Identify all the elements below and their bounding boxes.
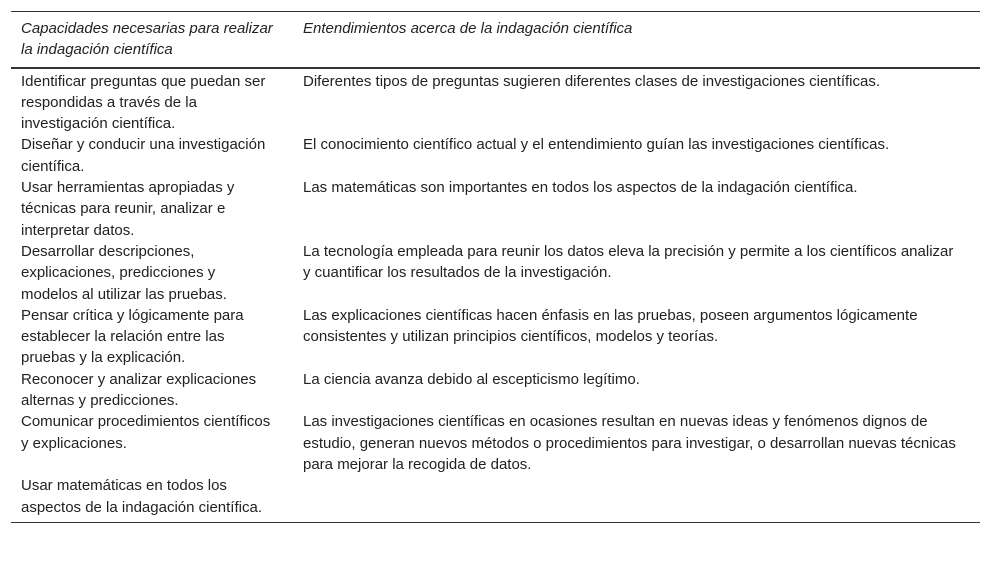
table-row (11, 305, 980, 369)
table-body (11, 68, 980, 523)
entendimiento-cell: Diferentes tipos de preguntas sugieren diferentes clases de investigaciones científicas. (303, 72, 880, 90)
table-row (11, 134, 980, 177)
inquiry-table (11, 11, 980, 523)
capacidad-cell: Diseñar y conducir una investigación científica. (21, 136, 266, 175)
capacidad-cell: Pensar crítica y lógicamente para establecer la relación entre las pruebas y la explicación. (21, 306, 244, 367)
capacidad-cell: Desarrollar descripciones, explicaciones, predicciones y modelos al utilizar las pruebas. (21, 242, 227, 303)
header-capacidades: Capacidades necesarias para realizar la indagación científica (21, 20, 273, 59)
table-row (11, 411, 980, 475)
entendimiento-cell: El conocimiento científico actual y el entendimiento guían las investigaciones científicas. (303, 136, 890, 154)
capacidad-cell: Comunicar procedimientos científicos y explicaciones. (21, 413, 271, 452)
header-entendimientos: Entendimientos acerca de la indagación científica (303, 20, 633, 37)
capacidad-cell: Identificar preguntas que puedan ser respondidas a través de la investigación científica. (21, 72, 266, 133)
table-row (11, 475, 980, 522)
table-row (11, 177, 980, 241)
table-row (11, 68, 980, 135)
capacidad-cell: Usar matemáticas en todos los aspectos de la indagación científica. (21, 477, 262, 516)
header-row (11, 12, 980, 68)
entendimiento-cell: Las investigaciones científicas en ocasiones resultan en nuevas ideas y fenómenos dignos de estudio, generan nuevos métodos o procedimientos para investigar, o desarrollan nuevas técnicas para mejorar la recogida de datos. (303, 413, 956, 473)
entendimiento-cell: Las explicaciones científicas hacen énfasis en las pruebas, poseen argumentos lógicamente consistentes y utilizan principios científicos, modelos y teorías. (303, 306, 918, 346)
table-header (11, 12, 980, 68)
entendimiento-cell: La tecnología empleada para reunir los datos eleva la precisión y permite a los científicos analizar y cuantificar los resultados de la investigación. (303, 242, 954, 282)
inquiry-table-container (11, 11, 980, 523)
table-row (11, 369, 980, 412)
entendimiento-cell: Las matemáticas son importantes en todos los aspectos de la indagación científica. (303, 179, 858, 197)
entendimiento-cell (293, 475, 980, 522)
capacidad-cell: Reconocer y analizar explicaciones alternas y predicciones. (21, 370, 257, 410)
capacidad-cell: Usar herramientas apropiadas y técnicas para reunir, analizar e interpretar datos. (21, 179, 235, 239)
table-row (11, 241, 980, 305)
entendimiento-cell: La ciencia avanza debido al escepticismo legítimo. (303, 370, 640, 388)
